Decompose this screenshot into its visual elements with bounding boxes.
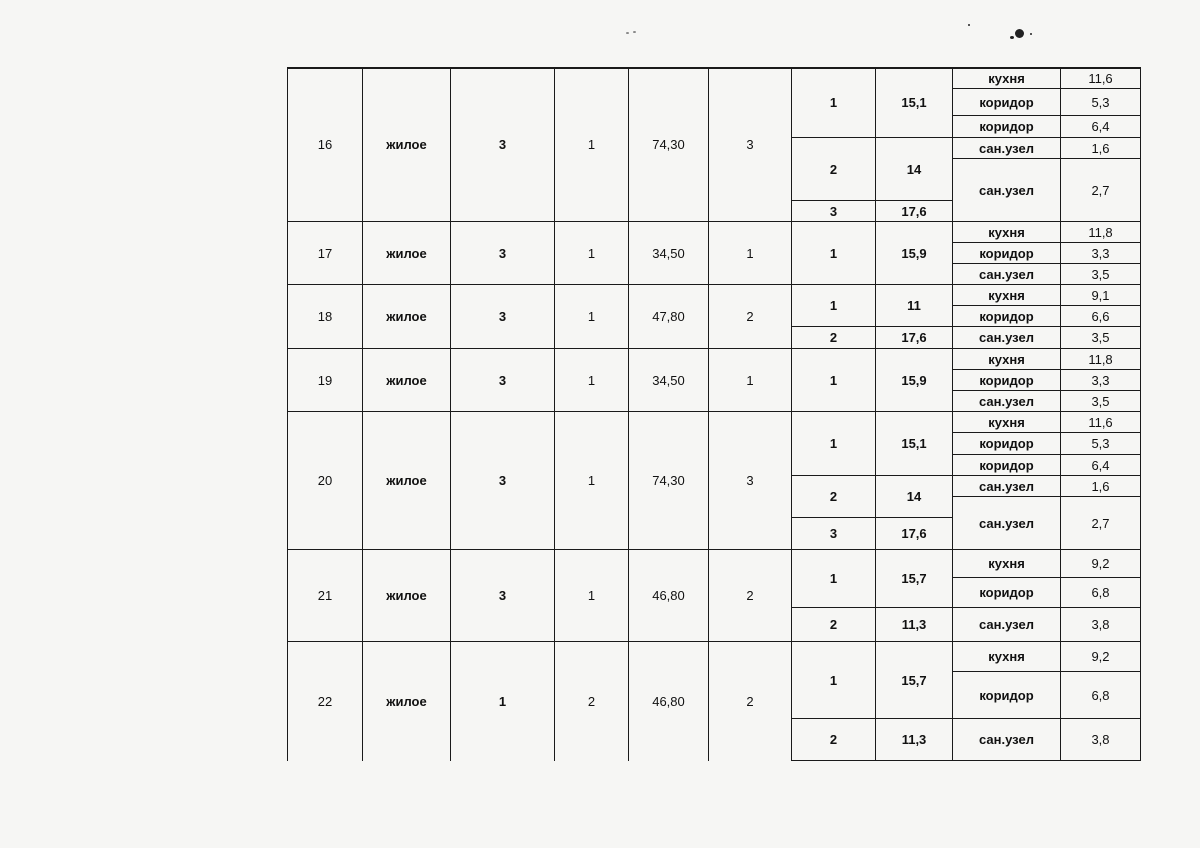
table-row-apartment bbox=[288, 285, 1141, 306]
cell-aux-area: 11,8 bbox=[1061, 222, 1141, 243]
table-row-apartment bbox=[288, 68, 1141, 89]
cell-aux-area: 9,2 bbox=[1061, 642, 1141, 672]
cell-aux-area: 3,5 bbox=[1061, 391, 1141, 412]
cell-aux-name: сан.узел bbox=[953, 264, 1061, 285]
cell-aux-area: 3,5 bbox=[1061, 327, 1141, 349]
cell-room-area: 11,3 bbox=[876, 608, 953, 642]
cell-area: 34,50 bbox=[629, 222, 709, 285]
cell-section: 1 bbox=[555, 222, 629, 285]
cell-aux-name: сан.узел bbox=[953, 327, 1061, 349]
cell-aux-name: сан.узел bbox=[953, 719, 1061, 761]
table-row-apartment bbox=[288, 349, 1141, 370]
cell-room-area: 14 bbox=[876, 138, 953, 201]
cell-aux-name: коридор bbox=[953, 455, 1061, 476]
cell-room-area: 17,6 bbox=[876, 518, 953, 550]
cell-rooms-count: 2 bbox=[709, 642, 792, 761]
cell-section: 2 bbox=[555, 642, 629, 761]
cell-aux-area: 3,3 bbox=[1061, 370, 1141, 391]
cell-aux-name: сан.узел bbox=[953, 476, 1061, 497]
cell-aux-name: коридор bbox=[953, 306, 1061, 327]
cell-aux-area: 6,8 bbox=[1061, 672, 1141, 719]
scan-speck bbox=[1030, 33, 1032, 35]
cell-room-number: 1 bbox=[792, 68, 876, 138]
cell-aux-area: 9,1 bbox=[1061, 285, 1141, 306]
cell-aux-area: 2,7 bbox=[1061, 497, 1141, 550]
table-row-apartment bbox=[288, 222, 1141, 243]
cell-aux-area: 3,8 bbox=[1061, 608, 1141, 642]
cell-aux-area: 1,6 bbox=[1061, 476, 1141, 497]
cell-aux-name: кухня bbox=[953, 68, 1061, 89]
cell-aux-name: сан.узел bbox=[953, 391, 1061, 412]
cell-room-area: 11 bbox=[876, 285, 953, 327]
cell-room-number: 2 bbox=[792, 327, 876, 349]
cell-room-area: 14 bbox=[876, 476, 953, 518]
cell-aux-area: 6,6 bbox=[1061, 306, 1141, 327]
cell-area: 74,30 bbox=[629, 68, 709, 222]
cell-aux-area: 3,5 bbox=[1061, 264, 1141, 285]
cell-room-area: 15,9 bbox=[876, 349, 953, 412]
cell-aux-area: 5,3 bbox=[1061, 433, 1141, 455]
cell-aux-name: сан.узел bbox=[953, 608, 1061, 642]
cell-aux-name: кухня bbox=[953, 222, 1061, 243]
cell-aux-name: коридор bbox=[953, 433, 1061, 455]
cell-section: 1 bbox=[555, 550, 629, 642]
cell-room-number: 1 bbox=[792, 550, 876, 608]
cell-area: 46,80 bbox=[629, 550, 709, 642]
cell-aux-area: 11,6 bbox=[1061, 68, 1141, 89]
cell-room-number: 2 bbox=[792, 608, 876, 642]
cell-aux-name: коридор bbox=[953, 89, 1061, 116]
cell-aux-area: 1,6 bbox=[1061, 138, 1141, 159]
cell-room-number: 1 bbox=[792, 349, 876, 412]
cell-num: 19 bbox=[288, 349, 363, 412]
cell-room-number: 1 bbox=[792, 285, 876, 327]
cell-type: жилое bbox=[363, 550, 451, 642]
cell-room-area: 15,1 bbox=[876, 68, 953, 138]
cell-num: 17 bbox=[288, 222, 363, 285]
cell-room-area: 15,9 bbox=[876, 222, 953, 285]
cell-room-number: 1 bbox=[792, 642, 876, 719]
scan-speck bbox=[968, 24, 970, 26]
cell-floor: 3 bbox=[451, 285, 555, 349]
cell-room-area: 11,3 bbox=[876, 719, 953, 761]
cell-aux-name: коридор bbox=[953, 116, 1061, 138]
cell-room-area: 17,6 bbox=[876, 201, 953, 222]
cell-aux-name: кухня bbox=[953, 550, 1061, 578]
apartments-table bbox=[287, 67, 1141, 761]
cell-aux-name: кухня bbox=[953, 642, 1061, 672]
cell-aux-name: коридор bbox=[953, 672, 1061, 719]
apartments-table-body bbox=[288, 68, 1141, 761]
cell-num: 22 bbox=[288, 642, 363, 761]
cell-floor: 1 bbox=[451, 642, 555, 761]
cell-rooms-count: 1 bbox=[709, 349, 792, 412]
cell-rooms-count: 2 bbox=[709, 285, 792, 349]
cell-type: жилое bbox=[363, 222, 451, 285]
cell-room-number: 1 bbox=[792, 412, 876, 476]
cell-area: 47,80 bbox=[629, 285, 709, 349]
cell-type: жилое bbox=[363, 642, 451, 761]
scan-speck bbox=[1010, 36, 1014, 39]
cell-aux-name: коридор bbox=[953, 370, 1061, 391]
cell-section: 1 bbox=[555, 412, 629, 550]
table-row-apartment bbox=[288, 412, 1141, 433]
cell-aux-name: коридор bbox=[953, 243, 1061, 264]
cell-section: 1 bbox=[555, 68, 629, 222]
cell-room-number: 2 bbox=[792, 719, 876, 761]
cell-area: 34,50 bbox=[629, 349, 709, 412]
table-row-apartment bbox=[288, 550, 1141, 578]
cell-type: жилое bbox=[363, 285, 451, 349]
cell-aux-area: 9,2 bbox=[1061, 550, 1141, 578]
cell-aux-name: сан.узел bbox=[953, 497, 1061, 550]
cell-room-number: 3 bbox=[792, 201, 876, 222]
cell-aux-name: сан.узел bbox=[953, 159, 1061, 222]
cell-room-area: 15,1 bbox=[876, 412, 953, 476]
cell-area: 46,80 bbox=[629, 642, 709, 761]
cell-aux-name: коридор bbox=[953, 578, 1061, 608]
cell-type: жилое bbox=[363, 349, 451, 412]
cell-aux-area: 11,8 bbox=[1061, 349, 1141, 370]
cell-aux-area: 3,3 bbox=[1061, 243, 1141, 264]
cell-aux-name: кухня bbox=[953, 349, 1061, 370]
scan-speck bbox=[626, 32, 629, 34]
cell-aux-area: 6,4 bbox=[1061, 455, 1141, 476]
cell-aux-area: 6,8 bbox=[1061, 578, 1141, 608]
cell-room-number: 3 bbox=[792, 518, 876, 550]
cell-floor: 3 bbox=[451, 550, 555, 642]
cell-room-number: 2 bbox=[792, 138, 876, 201]
scan-speck bbox=[633, 31, 636, 33]
cell-type: жилое bbox=[363, 68, 451, 222]
cell-section: 1 bbox=[555, 349, 629, 412]
cell-aux-name: кухня bbox=[953, 285, 1061, 306]
cell-rooms-count: 2 bbox=[709, 550, 792, 642]
cell-rooms-count: 1 bbox=[709, 222, 792, 285]
cell-num: 18 bbox=[288, 285, 363, 349]
cell-room-number: 2 bbox=[792, 476, 876, 518]
cell-floor: 3 bbox=[451, 349, 555, 412]
cell-num: 20 bbox=[288, 412, 363, 550]
cell-floor: 3 bbox=[451, 222, 555, 285]
cell-aux-area: 6,4 bbox=[1061, 116, 1141, 138]
scan-speck bbox=[1015, 29, 1024, 38]
cell-aux-area: 3,8 bbox=[1061, 719, 1141, 761]
cell-aux-area: 2,7 bbox=[1061, 159, 1141, 222]
cell-aux-area: 5,3 bbox=[1061, 89, 1141, 116]
cell-room-number: 1 bbox=[792, 222, 876, 285]
cell-floor: 3 bbox=[451, 412, 555, 550]
cell-num: 16 bbox=[288, 68, 363, 222]
cell-aux-name: кухня bbox=[953, 412, 1061, 433]
cell-section: 1 bbox=[555, 285, 629, 349]
cell-aux-area: 11,6 bbox=[1061, 412, 1141, 433]
cell-num: 21 bbox=[288, 550, 363, 642]
cell-room-area: 15,7 bbox=[876, 642, 953, 719]
table-row-apartment bbox=[288, 642, 1141, 672]
cell-room-area: 15,7 bbox=[876, 550, 953, 608]
cell-type: жилое bbox=[363, 412, 451, 550]
cell-aux-name: сан.узел bbox=[953, 138, 1061, 159]
cell-room-area: 17,6 bbox=[876, 327, 953, 349]
cell-floor: 3 bbox=[451, 68, 555, 222]
cell-area: 74,30 bbox=[629, 412, 709, 550]
cell-rooms-count: 3 bbox=[709, 412, 792, 550]
cell-rooms-count: 3 bbox=[709, 68, 792, 222]
